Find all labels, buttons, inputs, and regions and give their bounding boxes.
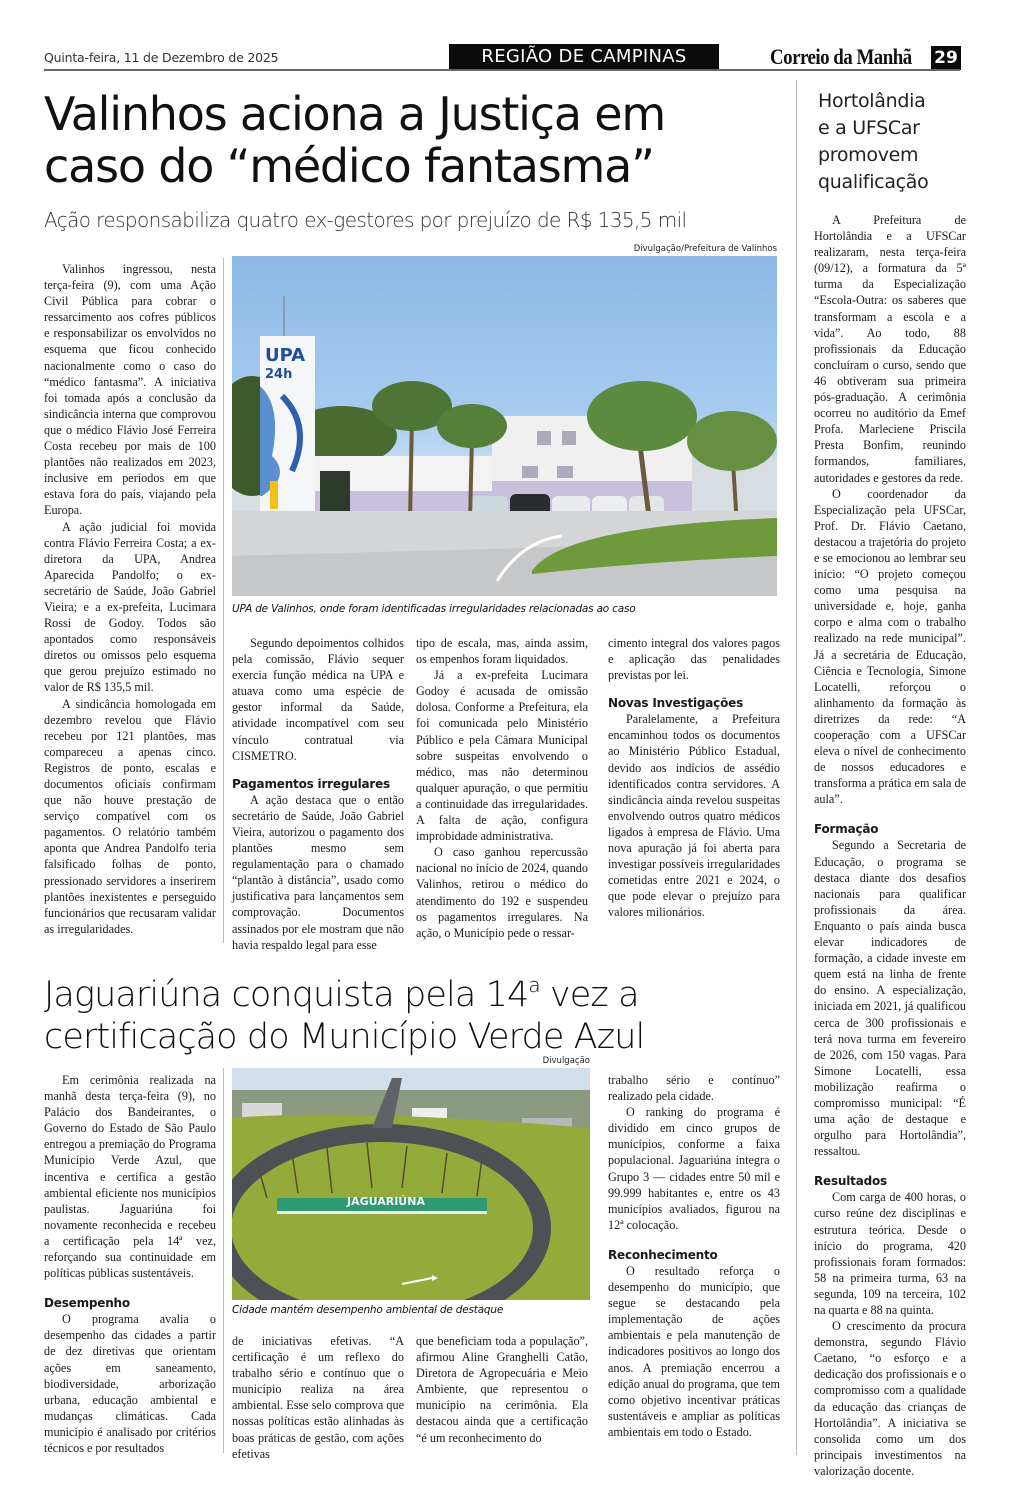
subheading: Formação	[814, 822, 879, 837]
photo-caption: Cidade mantém desempenho ambiental de destaque	[232, 1304, 504, 1316]
paragraph: A ação destaca que o então secretário de Saúde, João Gabriel Vieira, autorizou o pagamento dos plantões mesmo sem regulamentação para o chamado “plantão à distância”, usado como justificativa para lançamentos sem comprovação. Documentos assinados por ele mostram que não havia respaldo legal para esse	[232, 792, 404, 952]
header-divider	[44, 69, 960, 71]
page-number: 29	[931, 46, 961, 70]
headline-line: Valinhos aciona a Justiça em	[44, 87, 665, 141]
article-headline	[44, 964, 784, 1058]
article-column-1	[44, 261, 216, 937]
article-deck: Ação responsabiliza quatro ex-gestores por prejuízo de R$ 135,5 mil	[44, 208, 687, 232]
paragraph: Com carga de 400 horas, o curso reúne dez disciplinas e estrutura teórica. Desde o início do programa, 420 profissionais foram formados: 58 na primeira turma, 63 na segunda, 109 na terceira, 102 na quarta e 88 na quinta.	[814, 1190, 966, 1317]
aerial-roundabout-illustration	[232, 1068, 590, 1300]
paragraph: Valinhos ingressou, nesta terça-feira (9), com uma Ação Civil Pública para cobrar o ressarcimento aos cofres públicos e responsabilizar os envolvidos no esquema que ficou conhecido nacionalmente como o caso do “médico fantasma”. A iniciativa foi tomada após a conclusão da sindicância interna que comprovou que o médico Flávio José Ferreira Costa recebeu por mais de 100 plantões não realizados em 2023, inclusive em períodos em que estava fora do país, viajando pela Europa.	[44, 262, 216, 518]
photo-caption: UPA de Valinhos, onde foram identificadas irregularidades relacionadas ao caso	[232, 603, 636, 615]
ordinal-indicator: a	[528, 973, 540, 997]
paragraph: O resultado reforça o desempenho do município, que segue se destacando pela implementação de ações ambientais e pela manutenção de indicadores positivos ao longo dos anos. A premiação encerrou a edição anual do programa, que tem como objetivo incentivar práticas sustentáveis e ampliar as políticas ambientais em todo o Estado.	[608, 1263, 780, 1439]
paragraph: trabalho sério e contínuo” realizado pela cidade.	[608, 1073, 780, 1104]
sidebar-headline	[818, 88, 978, 196]
subheading: Desempenho	[44, 1296, 130, 1311]
headline-line: caso do “médico fantasma”	[44, 139, 654, 193]
article-column-3	[416, 1333, 588, 1446]
paragraph: A Prefeitura de Hortolândia e a UFSCar realizaram, nesta terça-feira (09/12), a formatura da 5ª turma da Especialização “Escola-Outra: os saberes que transformam a escola e a vida”. Ao todo, 88 profissionais da Educação concluíram o curso, sendo que 46 obtiveram sua primeira pós-graduação. A cerimônia ocorreu no auditório da Emef Profa. Marleciene Priscila Presta Bonfim, reunindo formandos, familiares, autoridades e gestores da rede.	[814, 213, 966, 485]
paragraph: que beneficiam toda a população”, afirmou Aline Granghelli Catão, Diretora de Agropecuária e Meio Ambiente, que representou o município na cerimônia. Ela destacou ainda que a certificação “é um reconhecimento do	[416, 1334, 588, 1445]
upa-photo	[232, 256, 777, 596]
paragraph: Segundo a Secretaria de Educação, o programa se destaca diante dos desafios nacionais para qualificar profissionais da área. Enquanto o país ainda busca elevar indicadores de formação, a cidade investe em quem está na linha de frente do ensino. A especialização, iniciada em 2021, já qualificou cerca de 300 profissionais e terá nova turma em fevereiro de 2026, com 150 vagas. Para Simone Locatelli, essa mobilização reafirma o compromisso municipal: “É uma ação de destaque e orgulho para Hortolândia”, ressaltou.	[814, 838, 966, 1159]
section-label: REGIÃO DE CAMPINAS	[449, 44, 719, 70]
paragraph: O ranking do programa é dividido em cinco grupos de municípios, conforme a faixa populacional. Jaguariúna integra o Grupo 3 — cidades entre 50 mil e 99.999 habitantes e, entre os 43 municípios avaliados, figurou na 12ª colocação.	[608, 1105, 780, 1232]
subheading: Pagamentos irregulares	[232, 776, 390, 791]
paragraph: A ação judicial foi movida contra Flávio Ferreira Costa; a ex-diretora da UPA, Andrea Aparecida Pandolfo; o ex-secretário de Saúde, João Gabriel Vieira; e a ex-prefeita, Lucimara Rossi de Godoy. Todos são apontados como responsáveis diretos ou omissos pelo esquema que gerou prejuízo estimado no valor de R$ 135,5 mil.	[44, 519, 216, 695]
jaguariuna-sign-text: JAGUARIÚNA	[347, 1195, 425, 1208]
subheading: Resultados	[814, 1174, 887, 1189]
column-divider	[223, 1068, 224, 1453]
paragraph: O coordenador da Especialização pela UFSCar, Prof. Dr. Flávio Caetano, destacou a trajetória do projeto e se emocionou ao lembrar seu início: “O projeto começou como uma pesquisa na universidade e, hoje, ganha corpo e alma com o trabalho realizado na rede municipal”. Já a secretária de Educação, Ciência e Tecnologia, Simone Locatelli, reforçou o alinhamento da formação às diretrizes da rede: “A cooperação com a UFSCar eleva o nível de conhecimento de nossos educadores e transforma a prática em sala de aula”.	[814, 486, 966, 807]
subheading: Reconhecimento	[608, 1247, 718, 1262]
headline-line: promovem	[818, 144, 919, 166]
paragraph: cimento integral dos valores pagos e aplicação das penalidades previstas por lei.	[608, 636, 780, 683]
paragraph: tipo de escala, mas, ainda assim, os empenhos foram liquidados.	[416, 636, 588, 667]
photo-credit: Divulgação/Prefeitura de Valinhos	[633, 244, 777, 254]
jaguariuna-aerial-photo	[232, 1068, 590, 1300]
headline-line: qualificação	[818, 171, 929, 193]
column-divider	[223, 258, 224, 943]
headline-line: Jaguariúna conquista pela 14	[44, 975, 529, 1015]
issue-date: Quinta-feira, 11 de Dezembro de 2025	[44, 50, 279, 65]
article-column-1	[44, 1072, 216, 1456]
paragraph: Paralelamente, a Prefeitura encaminhou todos os documentos ao Ministério Público Estadual, devido aos indícios de assédio identificados contra servidores. A sindicância ainda revelou suspeitas envolvendo outros quatro médicos ligados à empresa de Flávio. Uma nova apuração já foi aberta para investigar possíveis irregularidades cometidas entre 2021 e 2024, o que pode elevar o prejuízo para valores milionários.	[608, 712, 780, 920]
paragraph: A sindicância homologada em dezembro revelou que Flávio recebeu por 121 plantões, mas compareceu a apenas cinco. Registros de ponto, escalas e documentos oficiais confirmam que não houve prestação de serviço compatível com os pagamentos. O relatório também aponta que Andrea Pandolfo teria falsificado folhas de ponto, pressionado servidores a inserirem plantões inexistentes e perseguido funcionários que recusaram validar as irregularidades.	[44, 696, 216, 936]
sidebar-column	[814, 212, 966, 1479]
article-headline	[44, 88, 784, 192]
headline-line: vez a	[539, 975, 639, 1015]
paragraph: O caso ganhou repercussão nacional no início de 2024, quando Valinhos, retirou o médico do atendimento do 192 e suspendeu os pagamentos irregulares. Na ação, o Município pede o ressar-	[416, 845, 588, 940]
article-column-4	[608, 1072, 780, 1440]
svg-text:24h: 24h	[265, 367, 293, 382]
sidebar-divider	[796, 80, 797, 1455]
headline-line: e a UFSCar	[818, 117, 920, 139]
newspaper-logo: Correio da Manhã	[770, 44, 912, 69]
paragraph: O crescimento da procura demonstra, segundo Flávio Caetano, “o esforço e a dedicação dos profissionais e o compromisso com a qualidade da educação das crianças de Hortolândia”. A iniciativa se consolida como um dos principais investimentos na valorização docente.	[814, 1319, 966, 1478]
headline-line: Hortolândia	[818, 90, 926, 112]
article-column-4	[608, 635, 780, 921]
upa-building-illustration	[232, 256, 777, 596]
upa-sign-text: UPA	[265, 345, 306, 366]
subheading: Novas Investigações	[608, 696, 744, 711]
paragraph: O programa avalia o desempenho das cidades a partir de dez diretivas que orientam ações em saneamento, biodiversidade, arborização urbana, educação ambiental e mudanças climáticas. Cada município é analisado por critérios técnicos e por resultados	[44, 1312, 216, 1455]
article-column-3	[416, 635, 588, 941]
photo-credit: Divulgação	[542, 1056, 590, 1066]
paragraph: de iniciativas efetivas. “A certificação é um reflexo do trabalho sério e contínuo que o município realiza na área ambiental. Esse selo comprova que nossas políticas estão alinhadas às boas práticas de gestão, com ações efetivas	[232, 1334, 404, 1461]
article-column-2	[232, 1333, 404, 1462]
paragraph: Em cerimônia realizada na manhã desta terça-feira (9), no Palácio dos Bandeirantes, o Governo do Estado de São Paulo entregou a premiação do Programa Município Verde Azul, que incentiva e certifica a gestão ambiental eficiente nos municípios paulistas. Jaguariúna foi novamente reconhecida e recebeu a certificação pela 14ª vez, reforçando sua continuidade em políticas públicas sustentáveis.	[44, 1073, 216, 1281]
paragraph: Segundo depoimentos colhidos pela comissão, Flávio sequer exercia função médica na UPA e atuava como uma espécie de gestor informal da Saúde, atividade incompatível com seu vínculo contratual via CISMETRO.	[232, 636, 404, 763]
paragraph: Já a ex-prefeita Lucimara Godoy é acusada de omissão dolosa. Conforme a Prefeitura, ela foi comunicada pelo Ministério Público e pela Câmara Municipal sobre suspeitas envolvendo o médico, mas não determinou qualquer apuração, o que permitiu a continuidade das irregularidades. A falta de ação, configura improbidade administrativa.	[416, 668, 588, 844]
headline-line: certificação do Município Verde Azul	[44, 1017, 645, 1057]
article-column-2	[232, 635, 404, 953]
